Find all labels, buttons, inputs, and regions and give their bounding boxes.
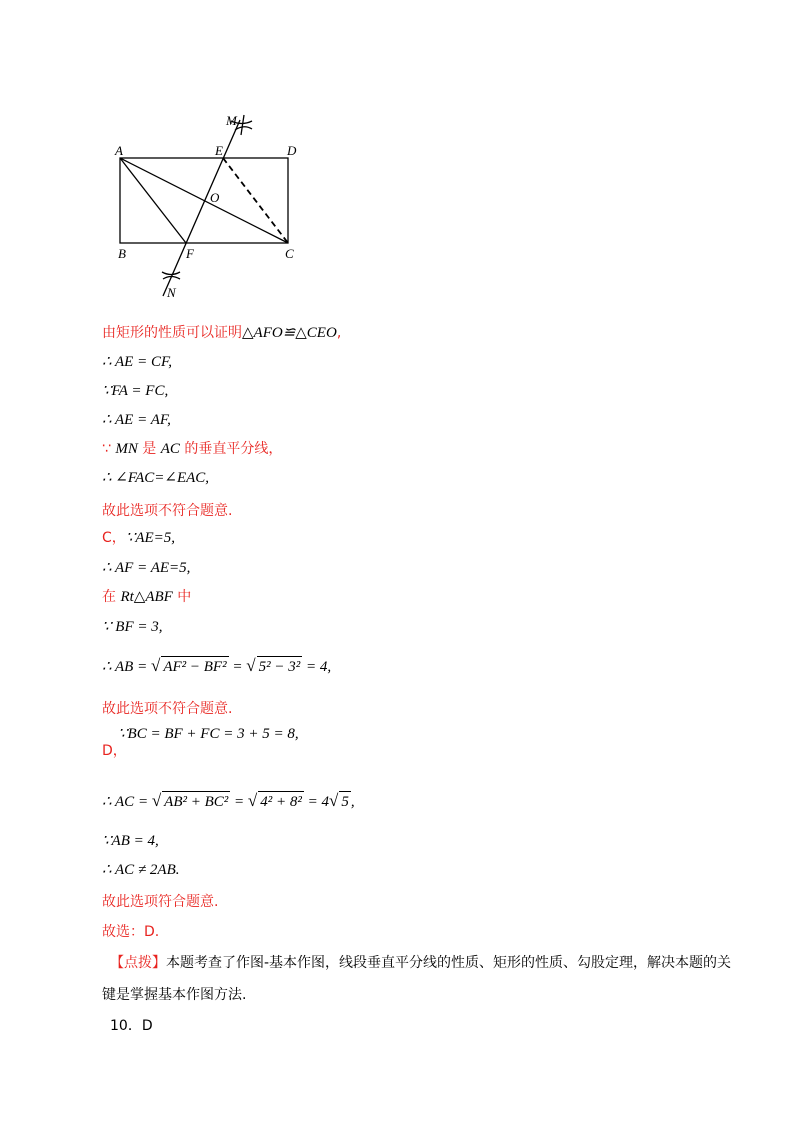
- line-15-end: ,: [350, 794, 355, 810]
- line-10-a: 在: [102, 589, 121, 605]
- segment-ac: [120, 158, 288, 243]
- line-12-rad1: AF² − BF²: [161, 656, 228, 677]
- line-16: ∵AB = 4,: [102, 833, 159, 849]
- segment-ec-dashed: [223, 158, 288, 243]
- line-15: [102, 791, 355, 812]
- line-15-rad3: 5: [339, 791, 351, 812]
- line-9: ∴ AF = AE=5,: [102, 560, 191, 576]
- label-n: N: [167, 285, 176, 300]
- line-19: 故选：D.: [102, 924, 160, 940]
- sqrt-icon: √: [151, 791, 162, 810]
- line-1-text: 由矩形的性质可以证明: [102, 325, 242, 341]
- label-a: A: [115, 143, 123, 158]
- label-c: C: [285, 246, 294, 261]
- sqrt-icon: √: [328, 791, 339, 810]
- line-12-eq: =: [232, 659, 243, 675]
- line-15-rhs: = 4: [307, 794, 329, 810]
- line-14-label: D，: [102, 743, 127, 759]
- line-5-m1: MN: [115, 441, 138, 457]
- label-m: M: [226, 113, 237, 128]
- line-8: [102, 528, 175, 548]
- line-15-rad1: AB² + BC²: [162, 791, 230, 812]
- line-15-lhs: ∴ AC =: [102, 794, 149, 810]
- line-14-math: ∵BC = BF + FC = 3 + 5 = 8,: [118, 726, 299, 742]
- label-o: O: [210, 190, 220, 205]
- line-6: ∴ ∠FAC=∠EAC,: [102, 470, 210, 486]
- line-5-m2: AC: [160, 441, 180, 457]
- line-4: ∴ AE = AF,: [102, 412, 171, 428]
- label-b: B: [118, 246, 126, 261]
- line-20: [110, 953, 731, 973]
- sqrt-icon: √: [247, 791, 258, 810]
- line-21: 键是掌握基本作图方法.: [102, 987, 247, 1003]
- line-10: [102, 587, 191, 607]
- line-12: [102, 656, 331, 677]
- segment-af: [120, 158, 186, 243]
- line-10-b: 中: [172, 589, 192, 605]
- line-1: [102, 323, 341, 343]
- sqrt-icon: √: [150, 656, 161, 675]
- line-5-a: ∵: [102, 441, 116, 457]
- line-18: 故此选项符合题意.: [102, 894, 219, 910]
- line-5-c: 的垂直平分线，: [179, 441, 283, 457]
- line-12-lhs: ∴ AB =: [102, 659, 148, 675]
- label-d: D: [287, 143, 297, 158]
- rectangle-diagram: [0, 0, 800, 310]
- line-12-rhs: = 4,: [305, 659, 332, 675]
- line-mn: [163, 120, 240, 296]
- line-2: ∴ AE = CF,: [102, 354, 172, 370]
- line-1-tail: ,: [336, 325, 342, 341]
- line-8-label: C，: [102, 530, 126, 546]
- line-15-eq: =: [234, 794, 245, 810]
- line-5-b: 是: [137, 441, 161, 457]
- label-f: F: [186, 246, 194, 261]
- line-8-math: ∵AE=5,: [125, 530, 176, 546]
- line-22: 10．D: [110, 1018, 153, 1034]
- line-3: ∵FA = FC,: [102, 383, 169, 399]
- line-13: 故此选项不符合题意.: [102, 701, 233, 717]
- line-10-m: Rt△ABF: [120, 589, 173, 605]
- arc-mark-n1: [162, 272, 180, 275]
- line-11: ∵ BF = 3,: [102, 619, 163, 635]
- sqrt-icon: √: [246, 656, 256, 675]
- line-1-math: △AFO≌△CEO: [242, 325, 337, 341]
- label-e: E: [215, 143, 223, 158]
- line-17: ∴ AC ≠ 2AB.: [102, 862, 180, 878]
- arc-mark-m3: [241, 115, 244, 135]
- line-7: 故此选项不符合题意.: [102, 503, 233, 519]
- line-15-rad2: 4² + 8²: [258, 791, 304, 812]
- tip-text: 本题考查了作图-基本作图，线段垂直平分线的性质、矩形的性质、勾股定理，解决本题的关: [166, 955, 732, 971]
- tip-tag: 【点拨】: [110, 955, 166, 971]
- line-12-rad2: 5² − 3²: [257, 656, 303, 677]
- line-5: [102, 439, 282, 459]
